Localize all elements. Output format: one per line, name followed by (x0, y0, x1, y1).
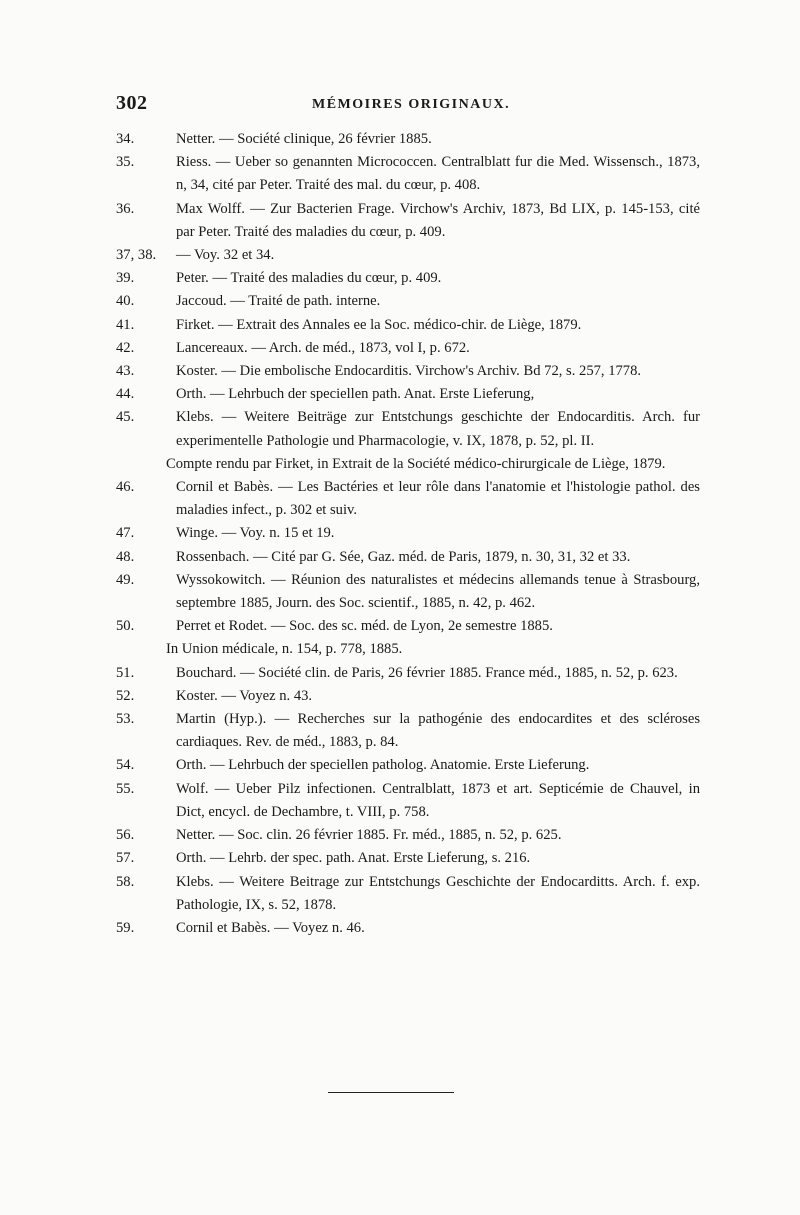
reference-text: — Voy. 32 et 34. (176, 247, 275, 264)
reference-entry (116, 615, 700, 661)
reference-entry (116, 244, 700, 267)
reference-text: Peter. — Traité des maladies du cœur, p. 409. (176, 270, 442, 287)
reference-text: Orth. — Lehrbuch der speciellen path. Anat. Erste Lieferung, (176, 386, 535, 403)
reference-entry (116, 360, 700, 383)
reference-number: 40. (116, 293, 135, 310)
reference-entry (116, 267, 700, 290)
reference-text: Max Wolff. — Zur Bacterien Frage. Virchow's Archiv, 1873, Bd LIX, p. 145-153, cité par Peter. Traité des maladies du cœur, p. 409. (176, 200, 700, 240)
reference-number: 36. (116, 200, 135, 217)
reference-entry (116, 337, 700, 360)
reference-text: Klebs. — Weitere Beiträge zur Entstchungs geschichte der Endocarditis. Arch. fur experimentelle Pathologie und Pharmacologie, v. IX, 1878, p. 52, pl. II. (176, 409, 700, 449)
reference-text: Koster. — Die embolische Endocarditis. Virchow's Archiv. Bd 72, s. 257, 1778. (176, 363, 642, 380)
reference-text: Orth. — Lehrb. der spec. path. Anat. Erste Lieferung, s. 216. (176, 850, 531, 867)
reference-entry (116, 290, 700, 313)
reference-number: 57. (116, 850, 135, 867)
reference-number: 59. (116, 919, 135, 936)
reference-number: 45. (116, 409, 135, 426)
reference-note: Compte rendu par Firket, in Extrait de la Société médico-chirurgicale de Liège, 1879. (166, 455, 666, 472)
reference-note: In Union médicale, n. 154, p. 778, 1885. (166, 641, 403, 658)
reference-number: 53. (116, 711, 135, 728)
page-header (116, 92, 696, 120)
reference-entry (116, 522, 700, 545)
reference-number: 55. (116, 780, 135, 797)
reference-entry (116, 754, 700, 777)
reference-number: 42. (116, 339, 135, 356)
reference-entry (116, 824, 700, 847)
reference-text: Riess. — Ueber so genannten Micrococcen. Centralblatt fur die Med. Wissensch., 1873, n, 34, cité par Peter. Traité des mal. du cœur, p. 408. (176, 154, 700, 194)
reference-text: Koster. — Voyez n. 43. (176, 687, 313, 704)
reference-number: 39. (116, 270, 135, 287)
reference-entry (116, 151, 700, 197)
reference-entry (116, 847, 700, 870)
reference-text: Jaccoud. — Traité de path. interne. (176, 293, 381, 310)
reference-text: Lancereaux. — Arch. de méd., 1873, vol I, p. 672. (176, 339, 470, 356)
section-divider (328, 1092, 454, 1093)
reference-text: Netter. — Soc. clin. 26 février 1885. Fr. méd., 1885, n. 52, p. 625. (176, 827, 562, 844)
reference-text: Netter. — Société clinique, 26 février 1885. (176, 131, 432, 147)
reference-entry (116, 406, 700, 476)
reference-text: Firket. — Extrait des Annales ee la Soc. médico-chir. de Liège, 1879. (176, 316, 582, 333)
reference-text: Orth. — Lehrbuch der speciellen patholog. Anatomie. Erste Lieferung. (176, 757, 590, 774)
reference-text: Cornil et Babès. — Voyez n. 46. (176, 919, 365, 936)
reference-number: 58. (116, 873, 135, 890)
reference-entry (116, 569, 700, 615)
reference-entry (116, 685, 700, 708)
reference-number: 37, 38. (116, 247, 157, 264)
reference-number: 51. (116, 664, 135, 681)
reference-number: 52. (116, 687, 135, 704)
reference-number: 34. (116, 131, 135, 147)
reference-number: 47. (116, 525, 135, 542)
reference-number: 54. (116, 757, 135, 774)
reference-text: Rossenbach. — Cité par G. Sée, Gaz. méd. de Paris, 1879, n. 30, 31, 32 et 33. (176, 548, 631, 565)
reference-number: 49. (116, 571, 135, 588)
reference-entry (116, 128, 700, 151)
reference-number: 46. (116, 479, 135, 496)
reference-text: Cornil et Babès. — Les Bactéries et leur rôle dans l'anatomie et l'histologie pathol. des maladies infect., p. 302 et suiv. (176, 479, 700, 519)
reference-entry (116, 917, 700, 940)
page-number: 302 (116, 92, 148, 114)
reference-list (116, 128, 700, 940)
reference-entry (116, 546, 700, 569)
reference-text: Winge. — Voy. n. 15 et 19. (176, 525, 335, 542)
reference-text: Wyssokowitch. — Réunion des naturalistes et médecins allemands tenue à Strasbourg, septembre 1885, Journ. des Soc. scientif., 1885, n. 42, p. 462. (176, 571, 700, 612)
reference-entry (116, 383, 700, 406)
reference-text: Perret et Rodet. — Soc. des sc. méd. de Lyon, 2e semestre 1885. (176, 618, 553, 635)
reference-entry (116, 662, 700, 685)
reference-text: Klebs. — Weitere Beitrage zur Entstchungs Geschichte der Endocarditts. Arch. f. exp. Pathologie, IX, s. 52, 1878. (176, 873, 700, 913)
reference-entry (116, 198, 700, 244)
reference-number: 43. (116, 363, 135, 380)
reference-text: Bouchard. — Société clin. de Paris, 26 février 1885. France méd., 1885, n. 52, p. 623. (176, 664, 678, 681)
reference-entry (116, 708, 700, 754)
reference-entry (116, 871, 700, 917)
reference-entry (116, 476, 700, 522)
reference-number: 56. (116, 827, 135, 844)
reference-number: 41. (116, 316, 135, 333)
reference-entry (116, 314, 700, 337)
reference-text: Wolf. — Ueber Pilz infectionen. Centralblatt, 1873 et art. Septicémie de Chauvel, in Dict, encycl. de Dechambre, t. VIII, p. 758. (176, 780, 700, 820)
reference-text: Martin (Hyp.). — Recherches sur la pathogénie des endocardites et des scléroses cardiaques. Rev. de méd., 1883, p. 84. (176, 711, 700, 751)
reference-number: 48. (116, 548, 135, 565)
reference-number: 50. (116, 618, 135, 635)
reference-number: 44. (116, 386, 135, 403)
reference-number: 35. (116, 154, 135, 171)
running-head: MÉMOIRES ORIGINAUX. (312, 97, 511, 112)
reference-entry (116, 778, 700, 824)
